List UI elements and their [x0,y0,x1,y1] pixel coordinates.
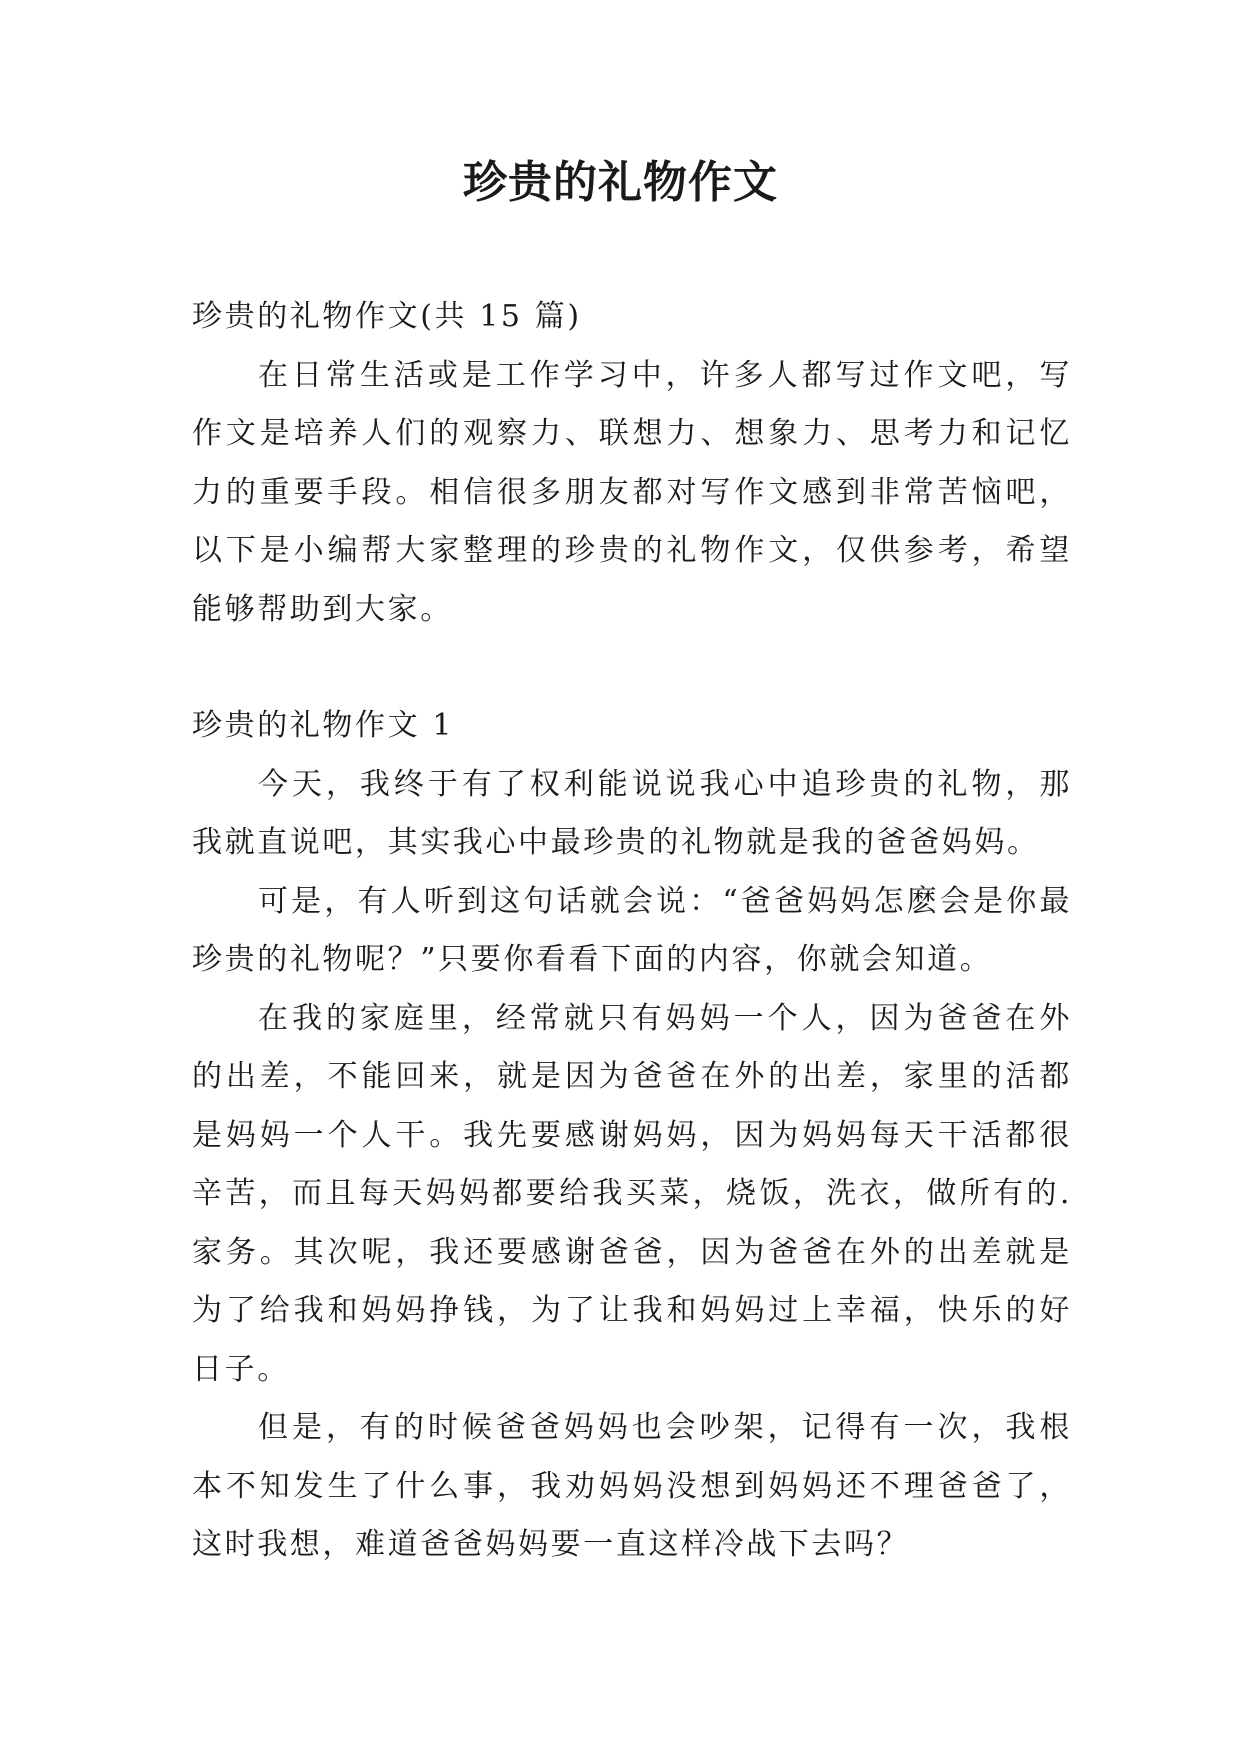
section-paragraph: 但是，有的时候爸爸妈妈也会吵架，记得有一次，我根本不知发生了什么事，我劝妈妈没想到妈妈还不理爸爸了，这时我想，难道爸爸妈妈要一直这样冷战下去吗？ [192,1410,1072,1562]
section-paragraph: 在我的家庭里，经常就只有妈妈一个人，因为爸爸在外的出差，不能回来，就是因为爸爸在外的出差，家里的活都是妈妈一个人干。我先要感谢妈妈，因为妈妈每天干活都很辛苦，而且每天妈妈都要给我买菜，烧饭，洗衣，做所有的.家务。其次呢，我还要感谢爸爸，因为爸爸在外的出差就是为了给我和妈妈挣钱，为了让我和妈妈过上幸福，快乐的好日子。 [192,1000,1072,1387]
intro-paragraph: 在日常生活或是工作学习中，许多人都写过作文吧，写作文是培养人们的观察力、联想力、想象力、思考力和记忆力的重要手段。相信很多朋友都对写作文感到非常苦恼吧，以下是小编帮大家整理的珍贵的礼物作文，仅供参考，希望能够帮助到大家。 [192,357,1072,627]
essay-section-1 [192,697,1072,1575]
section-spacer [192,639,1072,697]
document-title: 珍贵的礼物作文 [463,157,778,208]
section-paragraph: 今天，我终于有了权利能说说我心中追珍贵的礼物，那我就直说吧，其实我心中最珍贵的礼物就是我的爸爸妈妈。 [192,766,1072,860]
document-subtitle: 珍贵的礼物作文(共 15 篇) [192,299,582,334]
section-paragraph: 可是，有人听到这句话就会说：“爸爸妈妈怎麽会是你最珍贵的礼物呢？”只要你看看下面的内容，你就会知道。 [192,883,1072,977]
document-body [192,288,1072,1575]
section-heading: 珍贵的礼物作文 1 [192,708,455,743]
